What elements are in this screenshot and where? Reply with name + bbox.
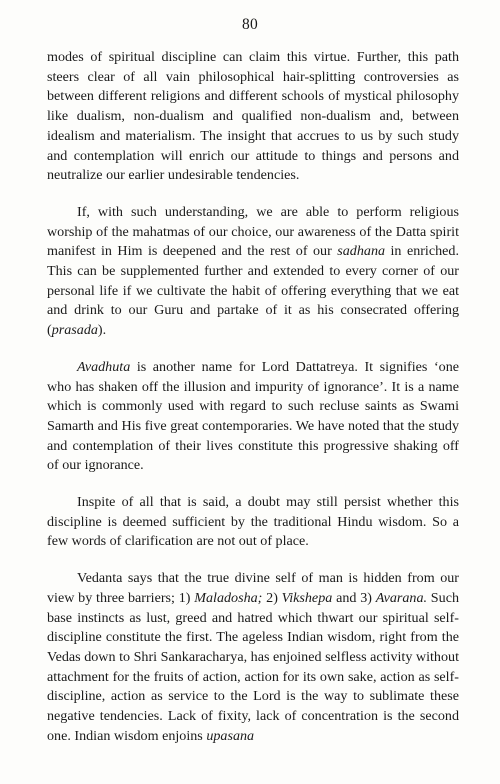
text-segment: ). (97, 322, 107, 339)
text-segment: If, with such understanding, we are able to perform religious worship of the mahatmas of our choice, our awareness of the Datta spirit manifest in Him is deepened and the rest of our (47, 203, 459, 260)
text-segment: is another name for Lord Dattatreya. It signifies ‘one who has shaken off the illusion and impurity of ignorance’. It is a name which is commonly used with regard to such recluse saints as Swami Samarth and His five great contemporaries. We have noted that the study and contemplation of their lives constitute this progressive shaking off of our ignorance. (47, 358, 459, 474)
italic-term: Avadhuta (77, 358, 131, 375)
page-number: 80 (241, 16, 259, 33)
italic-term: Vikshepa (281, 589, 333, 606)
text-segment: in enriched. This can be supplemented further and extended to every corner of our personal life if we cultivate the habit of offering everything that we eat and drink to our Guru and partake of it as his consecrated offering ( (47, 243, 459, 339)
italic-term: prasada (51, 322, 98, 339)
italic-term: upasana (206, 727, 255, 744)
text-segment: 2) (262, 589, 282, 606)
italic-term: sadhana (337, 243, 386, 260)
paragraph-2 (47, 203, 459, 341)
text-segment: Vedanta says that the true divine self of man is hidden from our view by three barriers; 1) (47, 570, 459, 606)
paragraph-1 (47, 48, 459, 186)
text-segment: modes of spiritual discipline can claim this virtue. Further, this path steers clear of all vain philosophical hair-splitting controversies as between different religions and different schools of mystical philosophy like dualism, non-dualism and qualified non-dualism and, between idealism and materialism. The insight that accrues to us by such study and contemplation will enrich our attitude to things and persons and neutralize our earlier undesirable tendencies. (47, 49, 459, 184)
text-segment: Inspite of all that is said, a doubt may still persist whether this discipline is deemed sufficient by the traditional Hindu wisdom. So a few words of clarification are not out of place. (47, 494, 459, 550)
body-text (47, 48, 459, 747)
italic-term: Maladosha; (194, 589, 263, 606)
paragraph-3 (47, 358, 459, 476)
text-segment: Such base instincts as lust, greed and hatred which thwart our spiritual self-discipline constitute the first. The ageless Indian wisdom, right from the Vedas down to Shri Sankaracharya, has enjoined selfless activity without attachment for the fruits of action, action for its own sake, action as self-discipline, action as service to the Lord is the way to sublimate these negative tendencies. Lack of fixity, lack of concentration is the second one. Indian wisdom enjoins (47, 589, 459, 744)
italic-term: Avarana. (375, 589, 428, 606)
text-segment: and 3) (332, 589, 376, 606)
paragraph-5 (47, 569, 459, 746)
paragraph-4 (47, 493, 459, 552)
